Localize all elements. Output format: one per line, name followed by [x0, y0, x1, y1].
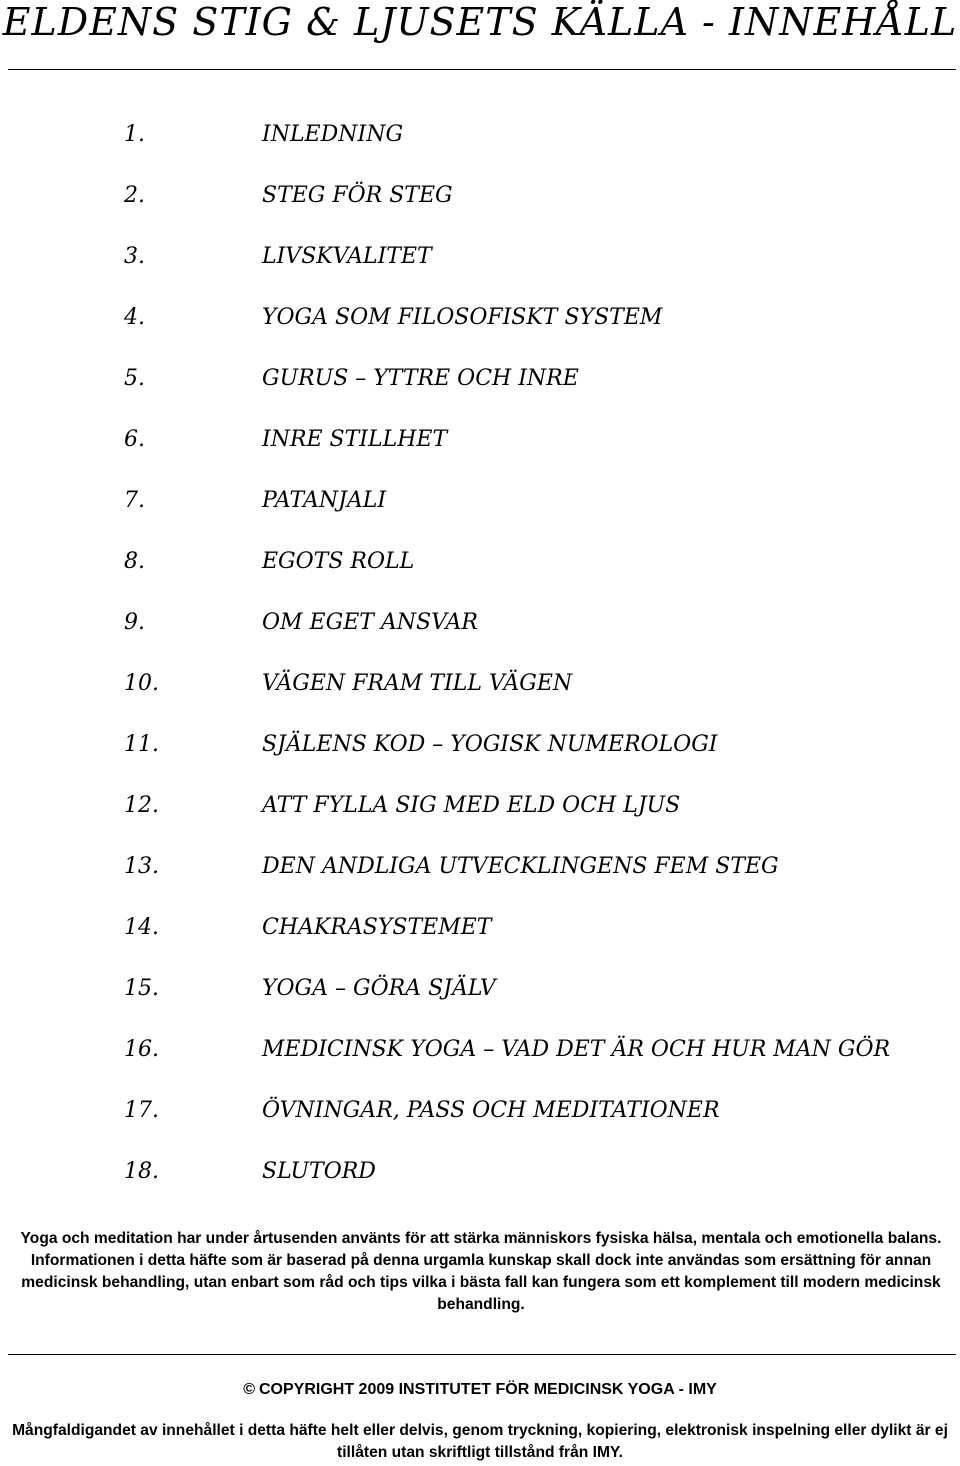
- toc-item-number: 16.: [124, 1037, 159, 1062]
- toc-item-label: OM EGET ANSVAR: [262, 610, 478, 635]
- toc-item-label: YOGA SOM FILOSOFISKT SYSTEM: [262, 305, 663, 330]
- toc-item: [0, 420, 960, 460]
- toc-item: [0, 115, 960, 155]
- toc-item-number: 12.: [124, 793, 159, 818]
- toc-item-number: 5.: [124, 366, 145, 391]
- toc-item-label: EGOTS ROLL: [262, 549, 415, 574]
- toc-item: [0, 847, 960, 887]
- toc-item-label: CHAKRASYSTEMET: [262, 915, 492, 940]
- toc-item-number: 18.: [124, 1159, 159, 1184]
- toc-item-label: GURUS – YTTRE OCH INRE: [262, 366, 579, 391]
- toc-item-number: 17.: [124, 1098, 159, 1123]
- toc-item: [0, 786, 960, 826]
- toc-item: [0, 725, 960, 765]
- toc-item: [0, 481, 960, 521]
- toc-item: [0, 908, 960, 948]
- toc-item-label: ATT FYLLA SIG MED ELD OCH LJUS: [262, 793, 681, 818]
- toc-item-label: PATANJALI: [262, 488, 387, 513]
- toc-item-label: DEN ANDLIGA UTVECKLINGENS FEM STEG: [262, 854, 779, 879]
- toc-item-label: SLUTORD: [262, 1159, 376, 1184]
- toc-item-number: 6.: [124, 427, 145, 452]
- toc-item-label: STEG FÖR STEG: [262, 183, 453, 208]
- rights-notice: Mångfaldigandet av innehållet i detta häfte helt eller delvis, genom tryckning, kopiering, elektronisk inspelning eller dylikt är ej tillåten utan skriftligt tillstånd från IMY.: [12, 1422, 948, 1461]
- toc-item-number: 2.: [124, 183, 145, 208]
- toc-item: [0, 176, 960, 216]
- toc-item-number: 13.: [124, 854, 159, 879]
- toc-item: [0, 969, 960, 1009]
- toc-item-label: VÄGEN FRAM TILL VÄGEN: [262, 671, 573, 696]
- toc-item-number: 3.: [124, 244, 145, 269]
- toc-item-number: 4.: [124, 305, 145, 330]
- toc-item-number: 10.: [124, 671, 159, 696]
- toc-item: [0, 1091, 960, 1131]
- toc-item-number: 11.: [124, 732, 159, 757]
- copyright-icon: ©: [243, 1381, 255, 1398]
- toc-item-number: 1.: [124, 122, 145, 147]
- disclaimer-text: Yoga och meditation har under årtusenden använts för att stärka människors fysiska hälsa, mentala och emotionella balans. Informationen i detta häfte som är baserad på denna urgamla kunskap skall dock inte användas som ersättning för annan medicinsk behandling, utan enbart som råd och tips vilka i bästa fall kan fungera som ett komplement till modern medicinsk behandling.: [20, 1230, 942, 1313]
- toc-item: [0, 1152, 960, 1192]
- toc-item-number: 15.: [124, 976, 159, 1001]
- toc-item-label: YOGA – GÖRA SJÄLV: [262, 976, 496, 1001]
- toc-item: [0, 664, 960, 704]
- copyright-line: [0, 1378, 960, 1402]
- bottom-divider: [8, 1354, 956, 1355]
- toc-item-number: 8.: [124, 549, 145, 574]
- top-divider: [8, 69, 956, 70]
- toc-item: [0, 359, 960, 399]
- copyright-text: COPYRIGHT 2009 INSTITUTET FÖR MEDICINSK YOGA - IMY: [258, 1381, 717, 1398]
- toc-item-label: MEDICINSK YOGA – VAD DET ÄR OCH HUR MAN GÖR: [262, 1037, 891, 1062]
- toc-item-number: 7.: [124, 488, 145, 513]
- toc-item: [0, 237, 960, 277]
- toc-item-label: LIVSKVALITET: [262, 244, 432, 269]
- toc-item: [0, 542, 960, 582]
- toc-item: [0, 603, 960, 643]
- toc-item-label: ÖVNINGAR, PASS OCH MEDITATIONER: [262, 1098, 720, 1123]
- toc-item-label: INLEDNING: [262, 122, 404, 147]
- toc-item-number: 14.: [124, 915, 159, 940]
- page-title: ELDENS STIG & LJUSETS KÄLLA - INNEHÅLL: [2, 0, 958, 44]
- toc-item: [0, 1030, 960, 1070]
- toc-item-label: SJÄLENS KOD – YOGISK NUMEROLOGI: [262, 732, 718, 757]
- toc-item-label: INRE STILLHET: [262, 427, 448, 452]
- toc-item-number: 9.: [124, 610, 145, 635]
- toc-item: [0, 298, 960, 338]
